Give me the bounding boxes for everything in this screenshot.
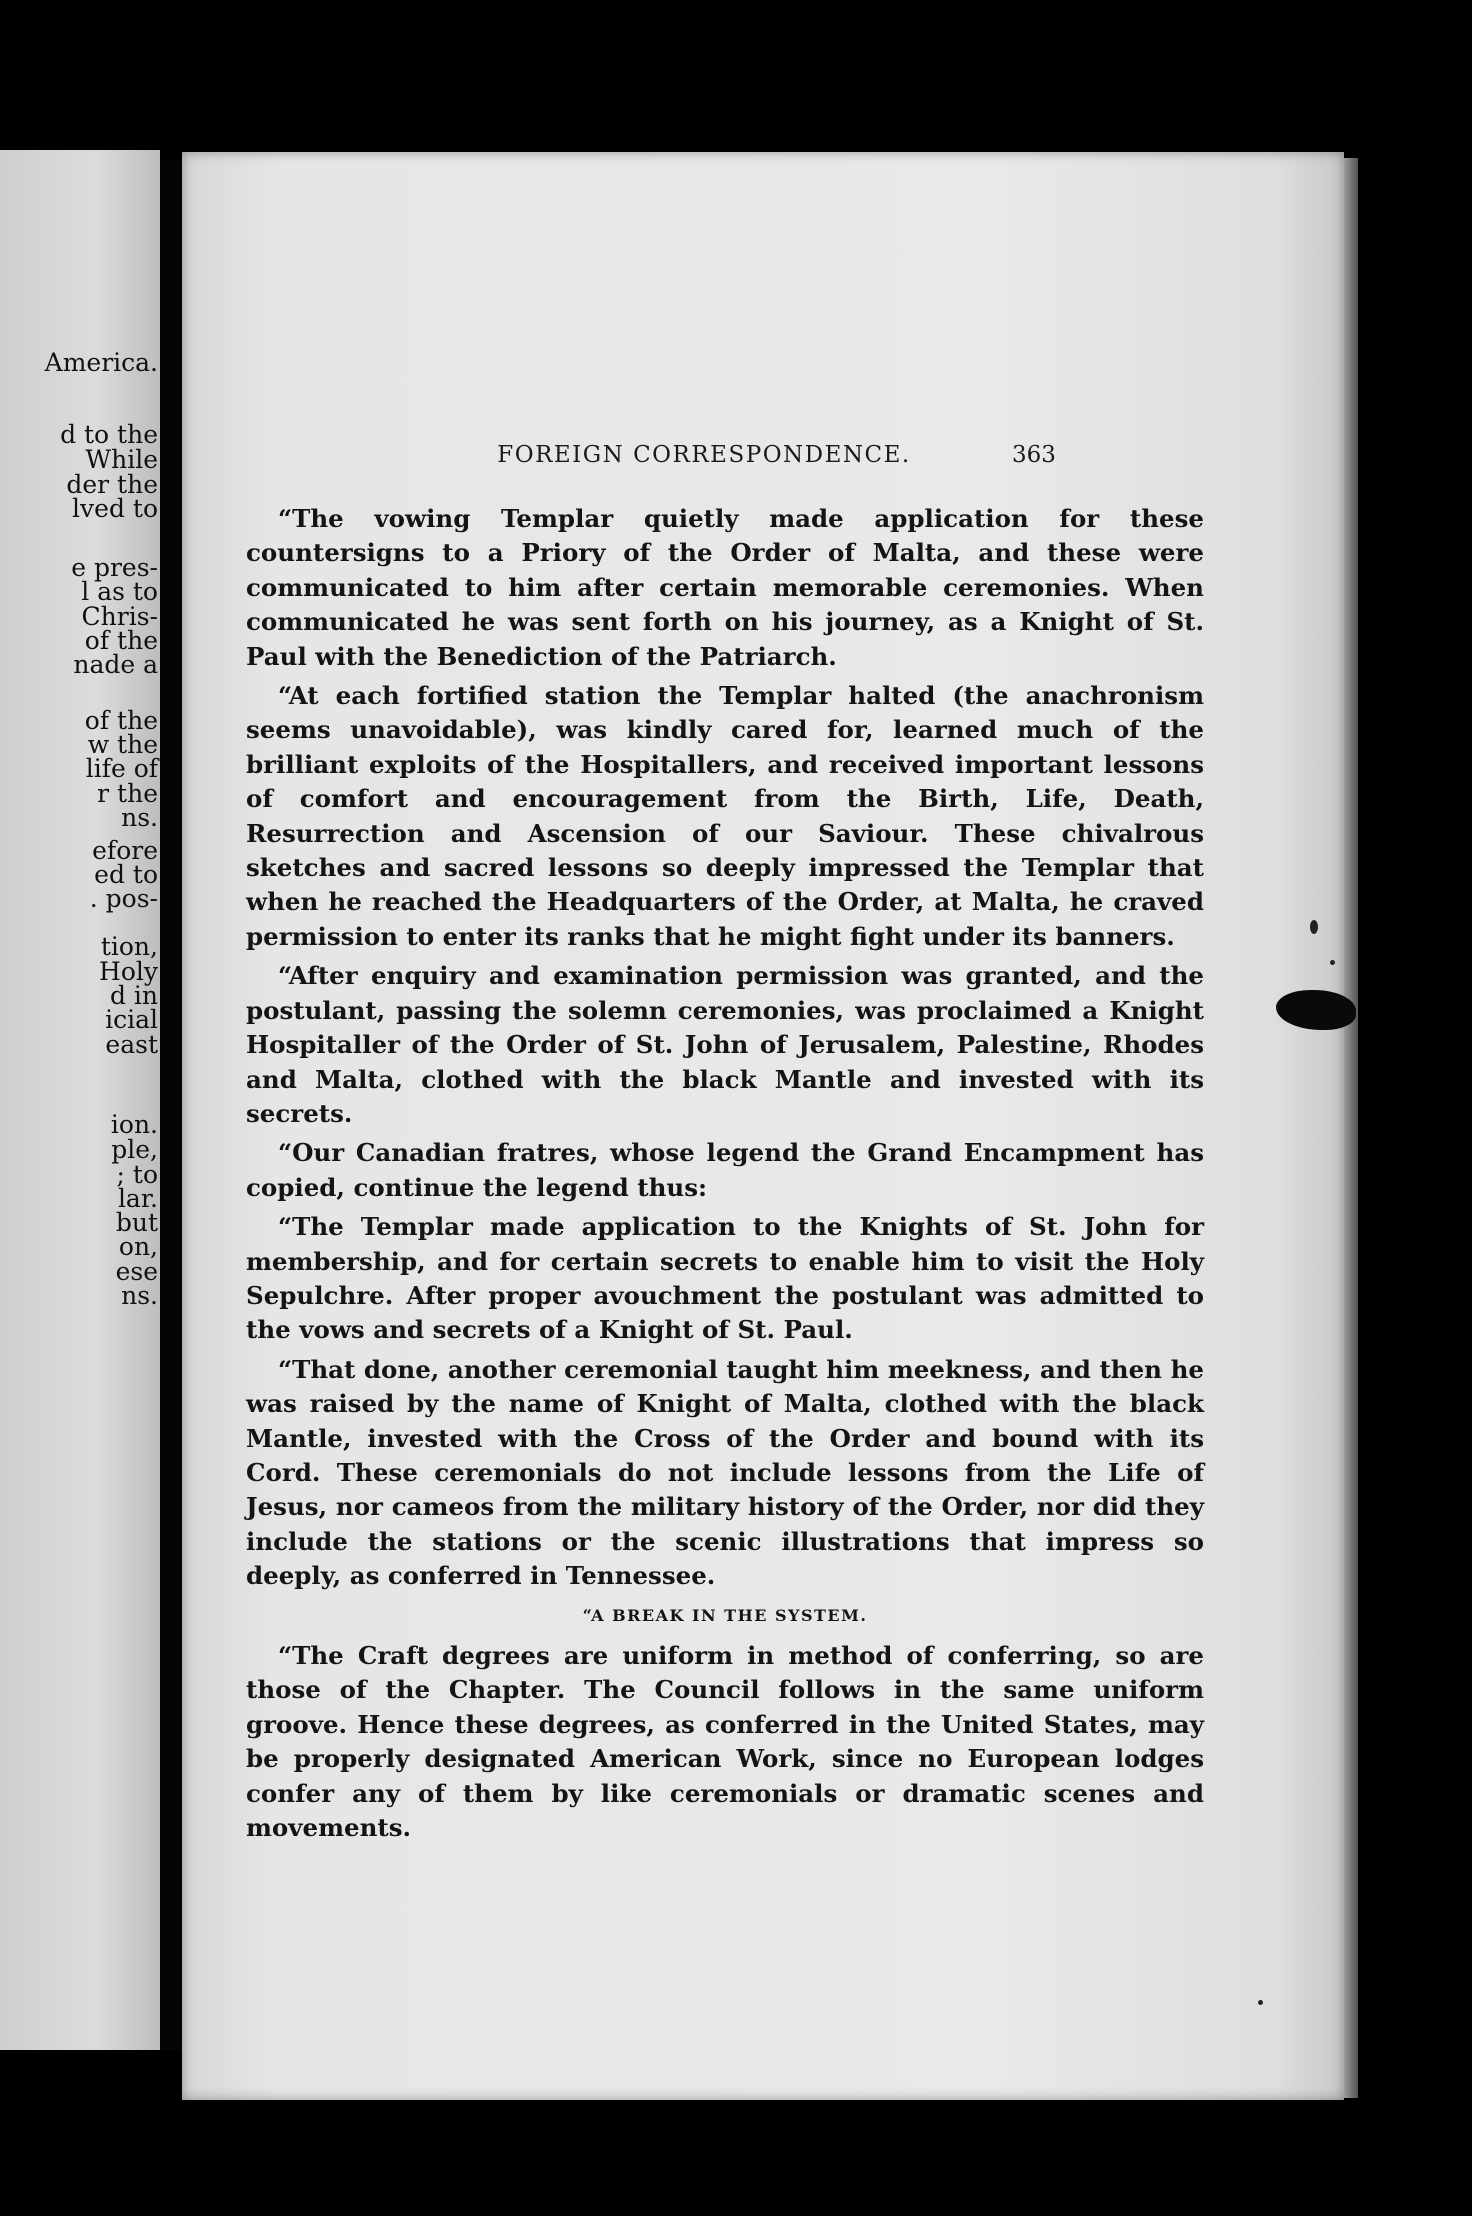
page-number: 363 (1012, 442, 1056, 468)
running-head: FOREIGN CORRESPONDENCE. (497, 442, 911, 468)
paragraph: “The Craft degrees are uniform in method of conferring, so are those of the Chapter. The Council follows in the same uniform groove. Hence these degrees, as conferred in the United States, may be properly designated American Work, since no European lodges confer any of them by like ceremonials or dramatic scenes and movements. (246, 1641, 1204, 1843)
left-page-line: life of (85, 754, 158, 783)
left-page-line: d to the (60, 420, 158, 449)
left-page-line: e pres- (71, 553, 158, 582)
left-page-line: r the (97, 779, 158, 808)
left-page-line: ese (115, 1257, 158, 1286)
left-page-line: nade a (73, 650, 158, 679)
left-page-line: ns. (121, 1281, 158, 1310)
right-page (182, 152, 1344, 2100)
left-page-line: d in (109, 981, 158, 1010)
left-page-line: Holy (99, 957, 158, 986)
book-gutter (160, 160, 184, 2050)
paragraph: “Our Canadian fratres, whose legend the Grand Encampment has copied, continue the legend thus: (246, 1138, 1204, 1202)
left-page-line: east (105, 1030, 158, 1059)
left-page-line: While (85, 445, 158, 474)
left-page-line: lved to (72, 494, 158, 523)
left-page-line: icial (105, 1005, 158, 1034)
left-page-line: efore (92, 836, 158, 865)
paragraph: “The vowing Templar quietly made application for these countersigns to a Priory of the Order of Malta, and these were communicated to him after certain memorable ceremonies. When communicated he was sent forth on his journey, as a Knight of St. Paul with the Benediction of the Patriarch. (246, 504, 1204, 671)
left-page-line: of the (84, 626, 158, 655)
paragraph: “After enquiry and examination permission was granted, and the postulant, passing the solemn ceremonies, was proclaimed a Knight Hospitaller of the Order of St. John of Jerusalem, Palestine, Rhodes and Malta, clothed with the black Mantle and invested with its secrets. (246, 961, 1204, 1128)
left-page-line: but (115, 1208, 158, 1237)
page-edge (1344, 158, 1358, 2098)
left-page-fragment (0, 150, 160, 2050)
paragraph: “That done, another ceremonial taught him meekness, and then he was raised by the name of Knight of Malta, clothed with the black Mantle, invested with the Cross of the Order and bound with its Cord. These ceremonials do not include lessons from the Life of Jesus, nor cameos from the military history of the Order, nor did they include the stations or the scenic illustrations that impress so deeply, as conferred in Tennessee. (246, 1354, 1204, 1591)
dust-speck (1310, 920, 1318, 934)
left-page-line: ple, (111, 1135, 158, 1164)
left-page-line: tion, (100, 932, 158, 961)
left-page-line: ed to (94, 860, 158, 889)
left-page-line: lar. (117, 1184, 158, 1213)
section-heading: “A BREAK IN THE SYSTEM. (582, 1605, 868, 1625)
body-text (246, 502, 1204, 1850)
left-page-line: ns. (121, 803, 158, 832)
left-page-line: l as to (81, 577, 158, 606)
left-page-line: America. (44, 348, 158, 377)
paragraph: “The Templar made application to the Knights of St. John for membership, and for certain secrets to enable him to visit the Holy Sepulchre. After proper avouchment the postulant was admitted to the vows and secrets of a Knight of St. Paul. (246, 1212, 1204, 1345)
left-page-line: . pos- (89, 884, 158, 913)
dust-speck (1330, 960, 1335, 965)
left-page-line: ; to (116, 1160, 158, 1189)
left-page-line: ion. (110, 1110, 158, 1139)
left-page-line: w the (87, 730, 158, 759)
dust-speck (1258, 2000, 1263, 2005)
left-page-line: on, (118, 1232, 158, 1261)
left-page-line: of the (84, 706, 158, 735)
page-header (182, 442, 1344, 482)
paragraph: “At each fortified station the Templar halted (the anachronism seems unavoidable), was kindly cared for, learned much of the brilliant exploits of the Hospitallers, and received important lessons of comfort and encouragement from the Birth, Life, Death, Resurrection and Ascension of our Saviour. These chivalrous sketches and sacred lessons so deeply impressed the Templar that when he reached the Headquarters of the Order, at Malta, he craved permission to enter its ranks that he might fight under its banners. (246, 681, 1204, 951)
left-page-line: Chris- (81, 602, 158, 631)
left-page-line: der the (66, 470, 158, 499)
